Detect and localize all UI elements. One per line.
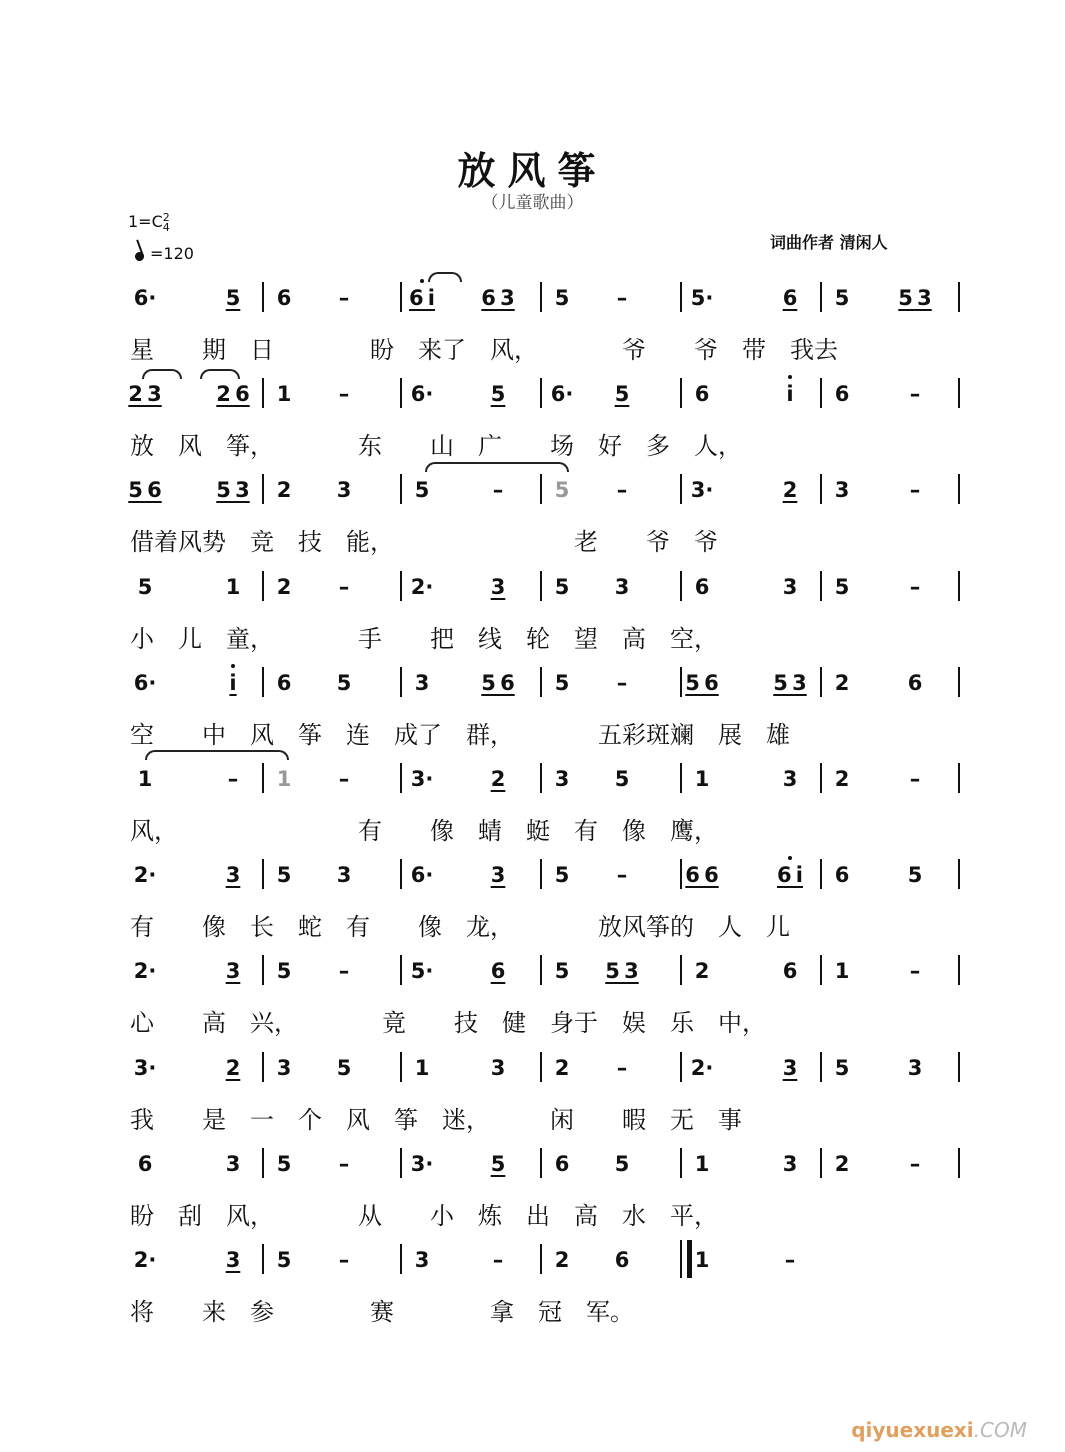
note: 5	[554, 670, 570, 695]
note: 3	[834, 478, 850, 503]
note: 3	[490, 863, 506, 888]
note: 3	[225, 1248, 241, 1272]
note: 2	[694, 959, 710, 984]
note: 6·	[133, 286, 157, 310]
note: 2	[554, 1055, 570, 1080]
bar-line	[540, 1244, 542, 1274]
note: 1	[834, 959, 850, 984]
bar-line	[820, 955, 822, 985]
note: 6	[694, 382, 710, 407]
note: 2	[276, 574, 292, 599]
note: 6	[614, 1248, 630, 1272]
bar-line	[958, 1148, 960, 1178]
note: –	[338, 959, 350, 984]
note: –	[338, 1248, 350, 1272]
note: 3·	[410, 767, 434, 791]
bar-line	[540, 474, 542, 504]
note: 6 i	[765, 863, 815, 887]
note: 5	[554, 574, 570, 599]
note: 3	[490, 574, 506, 599]
bar-line	[820, 378, 822, 408]
note: 2·	[133, 959, 157, 984]
bar-line	[400, 955, 402, 985]
bar-line	[540, 763, 542, 793]
note: –	[338, 767, 350, 791]
bar-line	[820, 1148, 822, 1178]
lyrics-line: 空 中 风 筝 连 成了 群， 五彩斑斓 展 雄	[130, 720, 790, 749]
note: 3	[336, 863, 352, 888]
note: 5	[414, 478, 430, 503]
note: –	[616, 1055, 628, 1080]
note: 1	[414, 1055, 430, 1080]
note: 2	[834, 670, 850, 695]
bar-line	[540, 1148, 542, 1178]
note: 5·	[690, 286, 714, 310]
note: 6	[834, 863, 850, 888]
bar-line	[958, 1052, 960, 1082]
bar-line	[680, 378, 682, 408]
bar-line	[262, 474, 264, 504]
note: 6·	[133, 670, 157, 695]
bar-line	[262, 667, 264, 697]
final-bar-thin	[680, 1240, 682, 1278]
note: 5	[276, 1248, 292, 1272]
bar-line	[262, 763, 264, 793]
bar-line	[680, 282, 682, 312]
note: 5	[834, 574, 850, 599]
note: 2	[490, 767, 506, 791]
note: –	[909, 574, 921, 599]
note: 3·	[410, 1151, 434, 1176]
tempo-marking	[135, 244, 194, 263]
note: 5 6	[685, 670, 719, 695]
note: –	[909, 478, 921, 503]
note: 6	[834, 382, 850, 407]
note: 5 6	[481, 670, 515, 695]
note: 5	[554, 863, 570, 888]
bar-line	[820, 474, 822, 504]
bar-line	[958, 763, 960, 793]
bar-line	[540, 282, 542, 312]
bar-line	[540, 1052, 542, 1082]
note: 3	[782, 767, 798, 791]
note: 5	[834, 1055, 850, 1080]
note: 3	[225, 959, 241, 984]
note: 2·	[690, 1055, 714, 1080]
note: 5	[490, 382, 506, 407]
lyrics-line: 盼 刮 风， 从 小 炼 出 高 水 平，	[130, 1201, 718, 1230]
note: –	[616, 286, 628, 310]
note: 5	[276, 1151, 292, 1176]
bar-line	[680, 571, 682, 601]
bar-line	[820, 667, 822, 697]
note: 6	[276, 286, 292, 310]
quarter-note-icon	[134, 251, 146, 263]
note: 3·	[133, 1055, 157, 1080]
note: 3	[225, 863, 241, 888]
lyrics-line: 星 期 日 盼 来了 风， 爷 爷 带 我去	[130, 336, 838, 364]
bar-line	[540, 667, 542, 697]
note: 5 6	[128, 478, 162, 503]
tempo-value: =120	[150, 244, 194, 263]
note: 6	[137, 1151, 153, 1176]
note: 1	[225, 574, 241, 599]
note: –	[616, 478, 628, 503]
note: 2	[554, 1248, 570, 1272]
bar-line	[262, 955, 264, 985]
note: –	[338, 382, 350, 407]
note: –	[338, 574, 350, 599]
bar-line	[958, 955, 960, 985]
note: 3	[414, 670, 430, 695]
note: 3	[907, 1055, 923, 1080]
note: 5	[490, 1151, 506, 1176]
note: 5	[336, 1055, 352, 1080]
note: 1	[276, 767, 292, 791]
note: –	[616, 863, 628, 888]
note: 6	[694, 574, 710, 599]
note: 2	[276, 478, 292, 503]
bar-line	[540, 859, 542, 889]
note: 3	[336, 478, 352, 503]
note: 5 3	[898, 286, 932, 310]
lyrics-line: 我 是 一 个 风 筝 迷， 闲 暇 无 事	[130, 1105, 742, 1134]
note: 1	[694, 767, 710, 791]
bar-line	[262, 571, 264, 601]
bar-line	[262, 378, 264, 408]
note: –	[909, 767, 921, 791]
slur-tie	[142, 369, 182, 379]
note: –	[227, 767, 239, 791]
note: 3	[614, 574, 630, 599]
note: i	[218, 671, 248, 695]
bar-line	[400, 763, 402, 793]
lyrics-line: 放 风 筝， 东 山 广 场 好 多 人，	[130, 432, 742, 461]
note: 5	[834, 286, 850, 310]
lyrics-line: 借着风势 竞 技 能， 老 爷 爷	[130, 528, 718, 557]
note: 2 6	[216, 382, 250, 407]
note: 6·	[410, 863, 434, 888]
note: 5	[614, 382, 630, 407]
note: 5 3	[216, 478, 250, 503]
bar-line	[958, 378, 960, 408]
bar-line	[820, 1052, 822, 1082]
time-signature-top: 2	[162, 210, 170, 224]
note: –	[616, 670, 628, 695]
note: 5	[137, 574, 153, 599]
note: 1	[694, 1151, 710, 1176]
bar-line	[820, 282, 822, 312]
note: 5	[554, 959, 570, 984]
note: –	[492, 478, 504, 503]
note: 2 3	[128, 382, 162, 407]
bar-line	[680, 1148, 682, 1178]
lyrics-line: 心 高 兴， 竟 技 健 身于 娱 乐 中，	[130, 1009, 766, 1038]
note: 3	[414, 1248, 430, 1272]
bar-line	[680, 1052, 682, 1082]
bar-line	[820, 763, 822, 793]
time-signature	[162, 210, 170, 234]
time-signature-bottom: 4	[162, 220, 170, 234]
note: 6 6	[685, 863, 719, 888]
note: 5	[276, 863, 292, 888]
bar-line	[958, 474, 960, 504]
note: 5 3	[773, 670, 807, 695]
bar-line	[400, 1244, 402, 1274]
bar-line	[680, 763, 682, 793]
note: –	[909, 382, 921, 407]
bar-line	[540, 571, 542, 601]
note: 6	[276, 670, 292, 695]
note: 6	[782, 959, 798, 984]
note: 2·	[133, 1248, 157, 1272]
note: 5 3	[605, 959, 639, 984]
note: 3	[276, 1055, 292, 1080]
slur-tie	[425, 462, 569, 472]
note: 5	[554, 478, 570, 503]
song-subtitle: （儿童歌曲）	[481, 193, 584, 213]
note: 5	[225, 286, 241, 310]
lyrics-line: 有 像 长 蛇 有 像 龙， 放风筝的 人 儿	[130, 913, 790, 942]
note: 5·	[410, 959, 434, 984]
bar-line	[958, 282, 960, 312]
slur-tie	[145, 750, 289, 760]
site-watermark	[851, 1418, 1027, 1442]
bar-line	[540, 955, 542, 985]
note: 5	[907, 863, 923, 888]
note: –	[909, 1151, 921, 1176]
note: 5	[614, 1151, 630, 1176]
final-bar-thick	[687, 1240, 692, 1278]
note: –	[338, 286, 350, 310]
note: 6	[554, 1151, 570, 1176]
note: 2	[782, 478, 798, 503]
note: –	[338, 1151, 350, 1176]
note: 6	[782, 286, 798, 310]
bar-line	[400, 378, 402, 408]
note: i	[775, 382, 805, 406]
bar-line	[400, 1148, 402, 1178]
note: 1	[276, 382, 292, 407]
note: 3	[225, 1151, 241, 1176]
bar-line	[262, 1052, 264, 1082]
lyrics-line: 小 儿 童， 手 把 线 轮 望 高 空，	[130, 624, 718, 653]
note: 6·	[410, 382, 434, 407]
bar-line	[540, 378, 542, 408]
note: 6 3	[481, 286, 515, 310]
note: 2	[834, 767, 850, 791]
note: 5	[614, 767, 630, 791]
bar-line	[820, 859, 822, 889]
note: 2	[225, 1055, 241, 1080]
bar-line	[958, 571, 960, 601]
note: 3	[554, 767, 570, 791]
bar-line	[400, 474, 402, 504]
bar-line	[400, 1052, 402, 1082]
watermark-suffix: .COM	[973, 1418, 1027, 1442]
note: 1	[694, 1248, 710, 1272]
bar-line	[958, 859, 960, 889]
note: 3	[782, 1055, 798, 1080]
bar-line	[680, 474, 682, 504]
note: 3	[490, 1055, 506, 1080]
song-title: 放风筝	[457, 149, 608, 193]
note: 5	[276, 959, 292, 984]
watermark-brand: qiyuexuexi	[851, 1418, 974, 1442]
note: 2·	[410, 574, 434, 599]
note: –	[909, 959, 921, 984]
note: 1	[137, 767, 153, 791]
bar-line	[400, 667, 402, 697]
slur-tie	[428, 272, 462, 282]
note: 3	[782, 574, 798, 599]
bar-line	[262, 282, 264, 312]
bar-line	[400, 571, 402, 601]
bar-line	[400, 859, 402, 889]
slur-tie	[200, 369, 240, 379]
key-signature	[128, 212, 170, 233]
note: –	[492, 1248, 504, 1272]
bar-line	[820, 571, 822, 601]
note: 6	[490, 959, 506, 984]
author-credit: 词曲作者 清闲人	[770, 233, 888, 252]
lyrics-line: 将 来 参 赛 拿 冠 军。	[130, 1298, 634, 1326]
note: 3·	[690, 478, 714, 503]
bar-line	[262, 1148, 264, 1178]
lyrics-line: 风， 有 像 蜻 蜓 有 像 鹰，	[130, 817, 718, 845]
note: 3	[782, 1151, 798, 1176]
note: 6	[907, 670, 923, 695]
note: 6 i	[397, 286, 447, 310]
bar-line	[262, 1244, 264, 1274]
bar-line	[680, 955, 682, 985]
bar-line	[958, 667, 960, 697]
note: –	[784, 1248, 796, 1272]
note: 5	[554, 286, 570, 310]
key-label: 1=C	[128, 212, 163, 231]
note: 2	[834, 1151, 850, 1176]
note: 2·	[133, 863, 157, 888]
note: 5	[336, 670, 352, 695]
note: 6·	[550, 382, 574, 407]
bar-line	[262, 859, 264, 889]
